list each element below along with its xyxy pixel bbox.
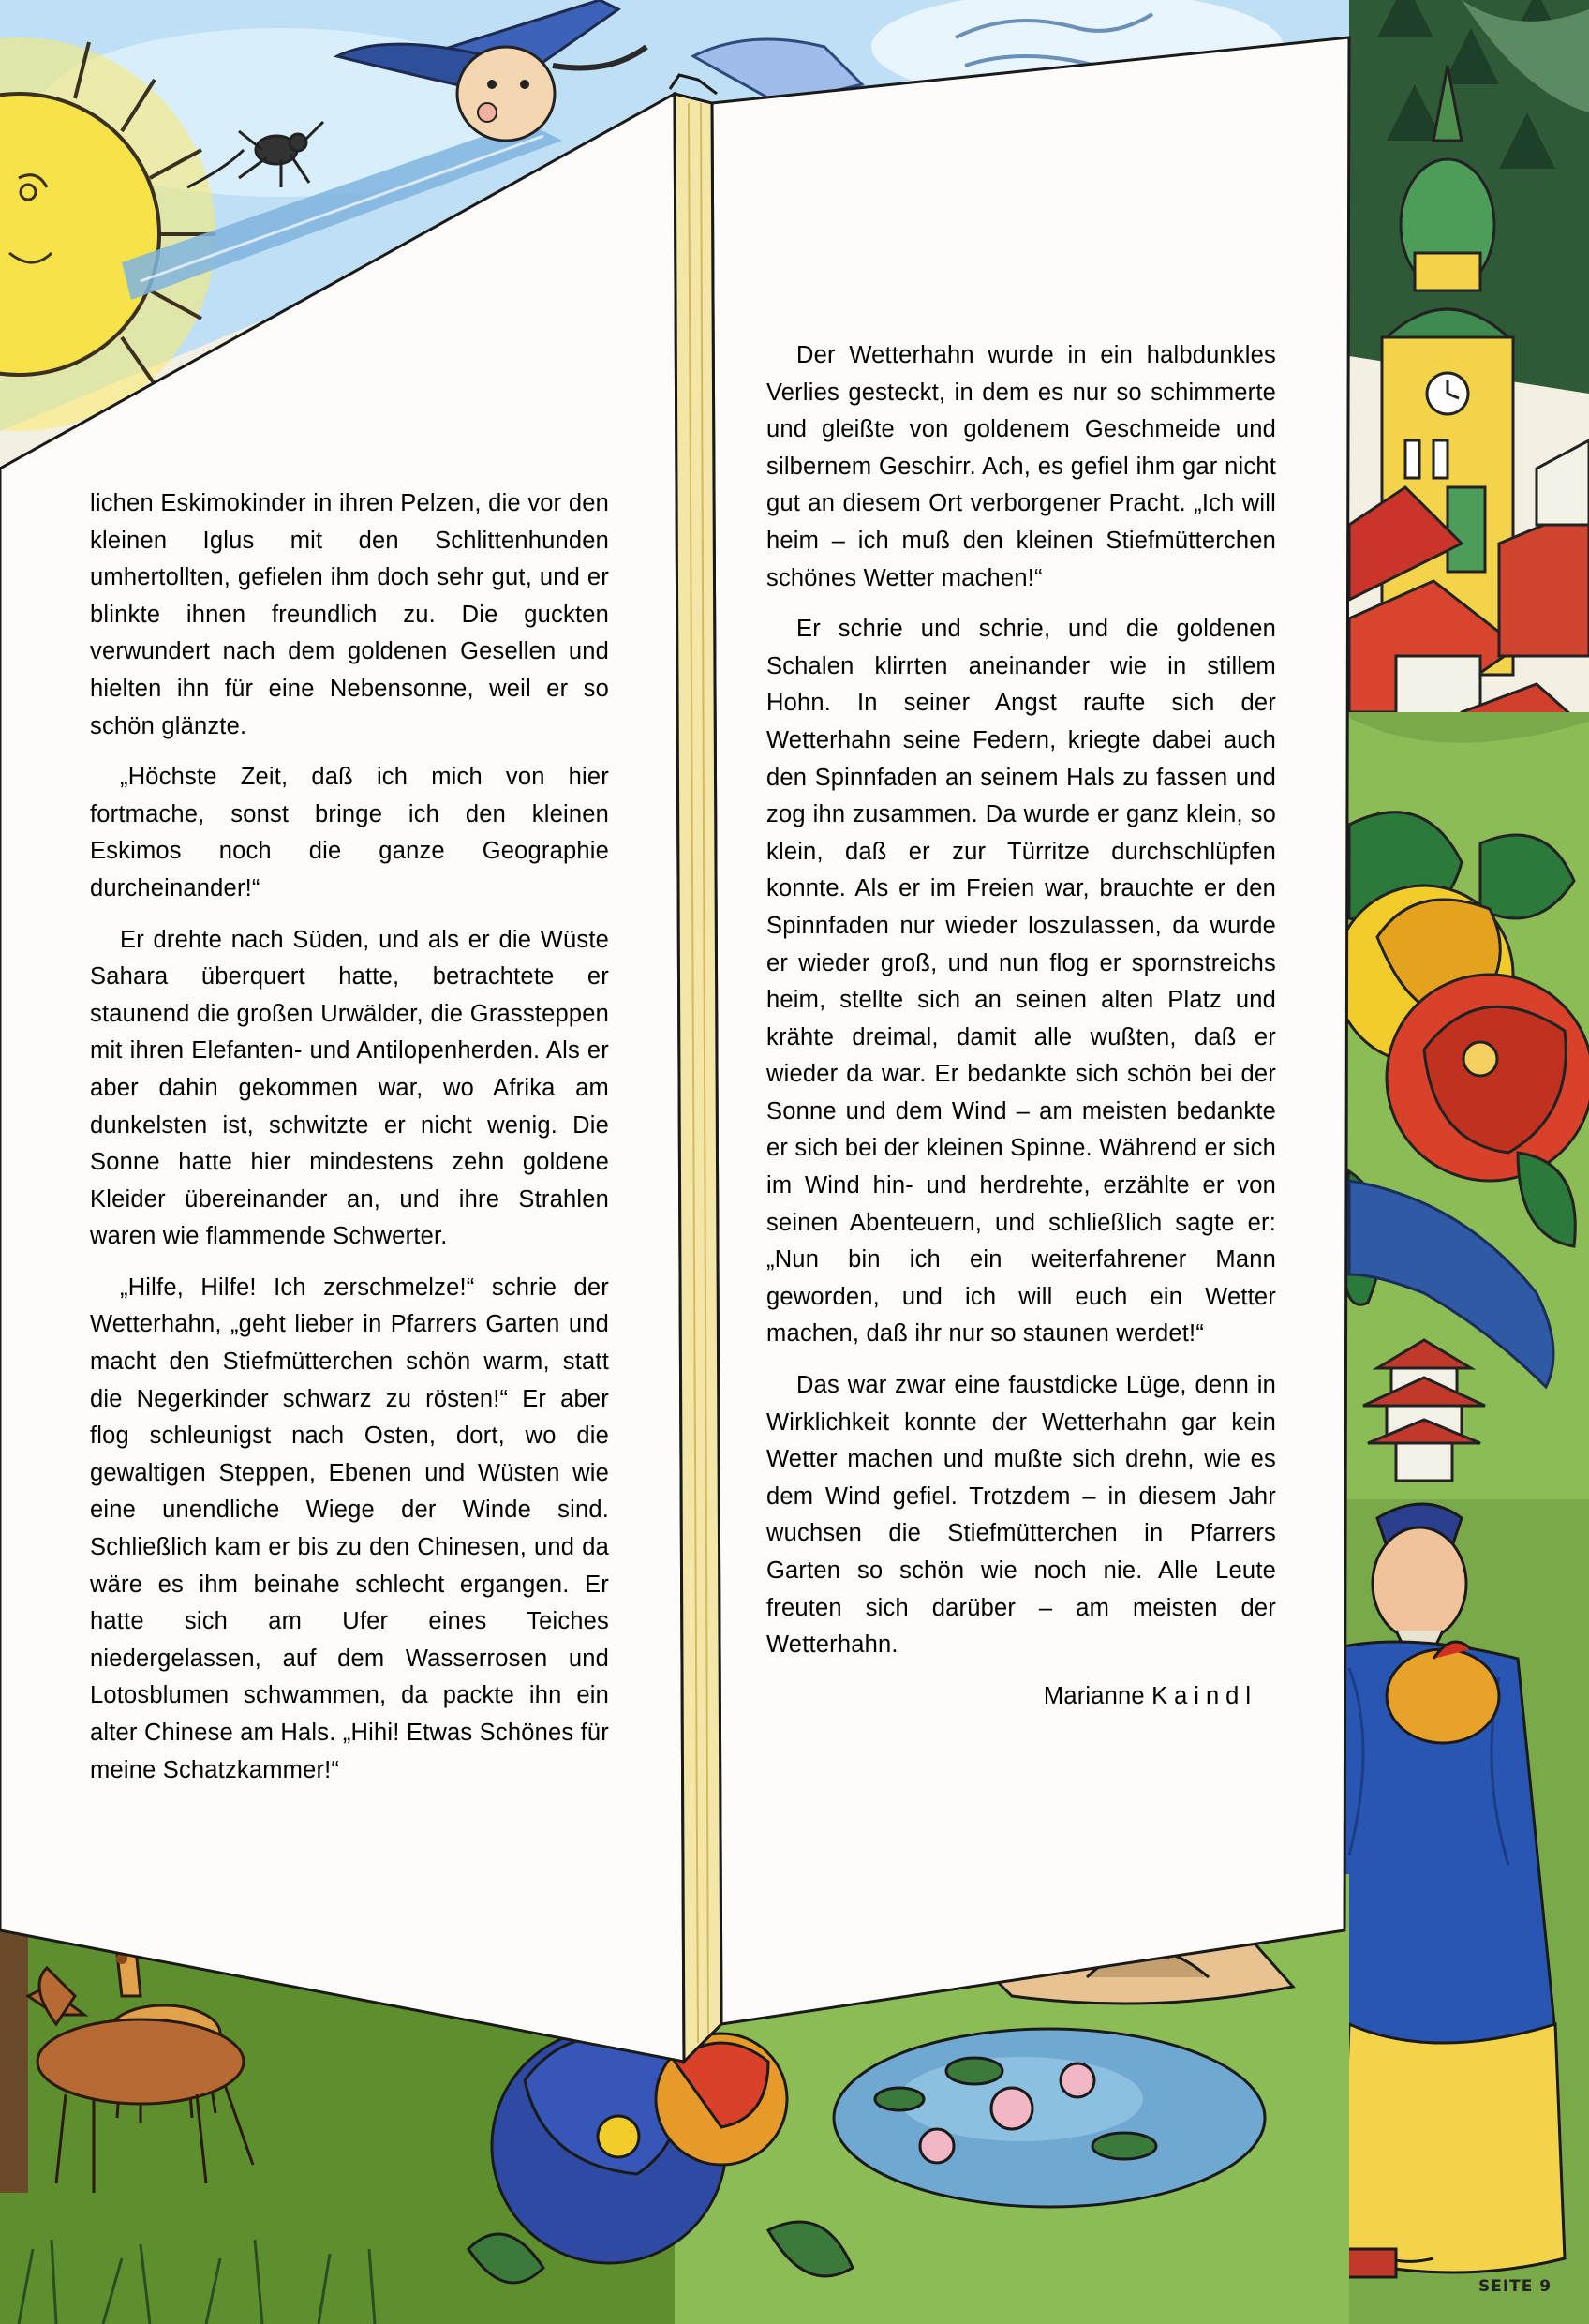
paragraph: „Hilfe, Hilfe! Ich zerschmelze!“ schrie der Wetterhahn, „geht lieber in Pfarrers Garten und macht den Stiefmütterchen schön warm, statt die Negerkinder schwarz zu rösten!“ Er aber flog schleunigst nach Osten, dort, wo die gewaltigen Steppen, Ebenen und Wüsten wie eine unendliche Wiege der Winde sind. Schließlich kam er bis zu den Chinesen, und da wäre es ihm beinahe schlecht ergangen. Er hatte sich am Ufer eines Teiches niedergelassen, auf dem Wasserrosen und Lotosblumen schwammen, da packte ihn ein alter Chinese am Hals. „Hihi! Etwas Schönes für meine Schatzkammer!“: [90, 1274, 609, 1783]
paragraph: Das war zwar eine faustdicke Lüge, denn in Wirklichkeit konnte der Wetterhahn gar kein Wetter machen und mußte sich drehn, wie es dem Wind gefiel. Trotzdem – in diesem Jahr wuchsen die Stiefmütterchen in Pfarrers Garten so schön wie noch nie. Alle Leute freuten sich darüber – am meisten der Wetterhahn.: [766, 1372, 1276, 1659]
author-signature: [766, 1678, 1276, 1716]
right-text-column: [766, 337, 1276, 1715]
author-first-name: Marianne: [1043, 1682, 1145, 1709]
left-text-column: [90, 485, 609, 1803]
paragraph: Er schrie und schrie, und die goldenen Schalen klirrten aneinander wie in stillem Hohn. In seiner Angst raufte sich der Wetterhahn seine Federn, kriegte dabei auch den Spinnfaden an seinem Hals zu fassen und zog ihn zusammen. Da wurde er ganz klein, so klein, daß er zur Türritze durchschlüpfen konnte. Als er im Freien war, brauchte er den Spinnfaden nur wieder loszulassen, da wurde er wieder groß, und nun flog er spornstreichs heim, stellte sich an seinen alten Platz und krähte dreimal, damit alle wußten, daß er wieder da war. Er bedankte sich schön bei der Sonne und dem Wind – am meisten bedankte er sich bei der kleinen Spinne. Während er sich im Wind hin- und herdrehte, erzählte er von seinen Abenteuern, und schließlich sagte er: „Nun bin ich ein weiterfahrener Mann geworden, und ich will euch ein Wetter machen, daß ihr nur so staunen werdet!“: [766, 616, 1276, 1348]
paragraph: Der Wetterhahn wurde in ein halbdunkles Verlies gesteckt, in dem es nur so schimmerte und gleißte von goldenem Geschmeide und silbernem Geschirr. Ach, es gefiel ihm gar nicht gut an diesem Ort verborgener Pracht. „Ich will heim – ich muß den kleinen Stiefmütterchen schönes Wetter machen!“: [766, 342, 1276, 591]
page-number: SEITE 9: [1478, 2277, 1552, 2296]
paragraph: Er drehte nach Süden, und als er die Wüste Sahara überquert hatte, betrachtete er staunend die großen Urwälder, die Grassteppen mit ihren Elefanten- und Antilopenherden. Als er aber dahin gekommen war, wo Afrika am dunkelsten ist, schwitzte er nicht wenig. Die Sonne hatte hier mindestens zehn goldene Kleider übereinander an, und ihre Strahlen waren wie flammende Schwerter.: [90, 926, 609, 1250]
paragraph: „Höchste Zeit, daß ich mich von hier fortmache, sonst bringe ich den kleinen Eskimos noch die ganze Geographie durcheinander!“: [90, 764, 609, 901]
author-last-name: Kaindl: [1151, 1682, 1257, 1709]
paragraph: lichen Eskimokinder in ihren Pelzen, die vor den kleinen Iglus mit den Schlittenhunden umhertollten, gefielen ihm doch sehr gut, und er blinkte ihnen freundlich zu. Die guckten verwundert nach dem goldenen Gesellen und hielten ihn für eine Nebensonne, weil er so schön glänzte.: [90, 490, 609, 739]
